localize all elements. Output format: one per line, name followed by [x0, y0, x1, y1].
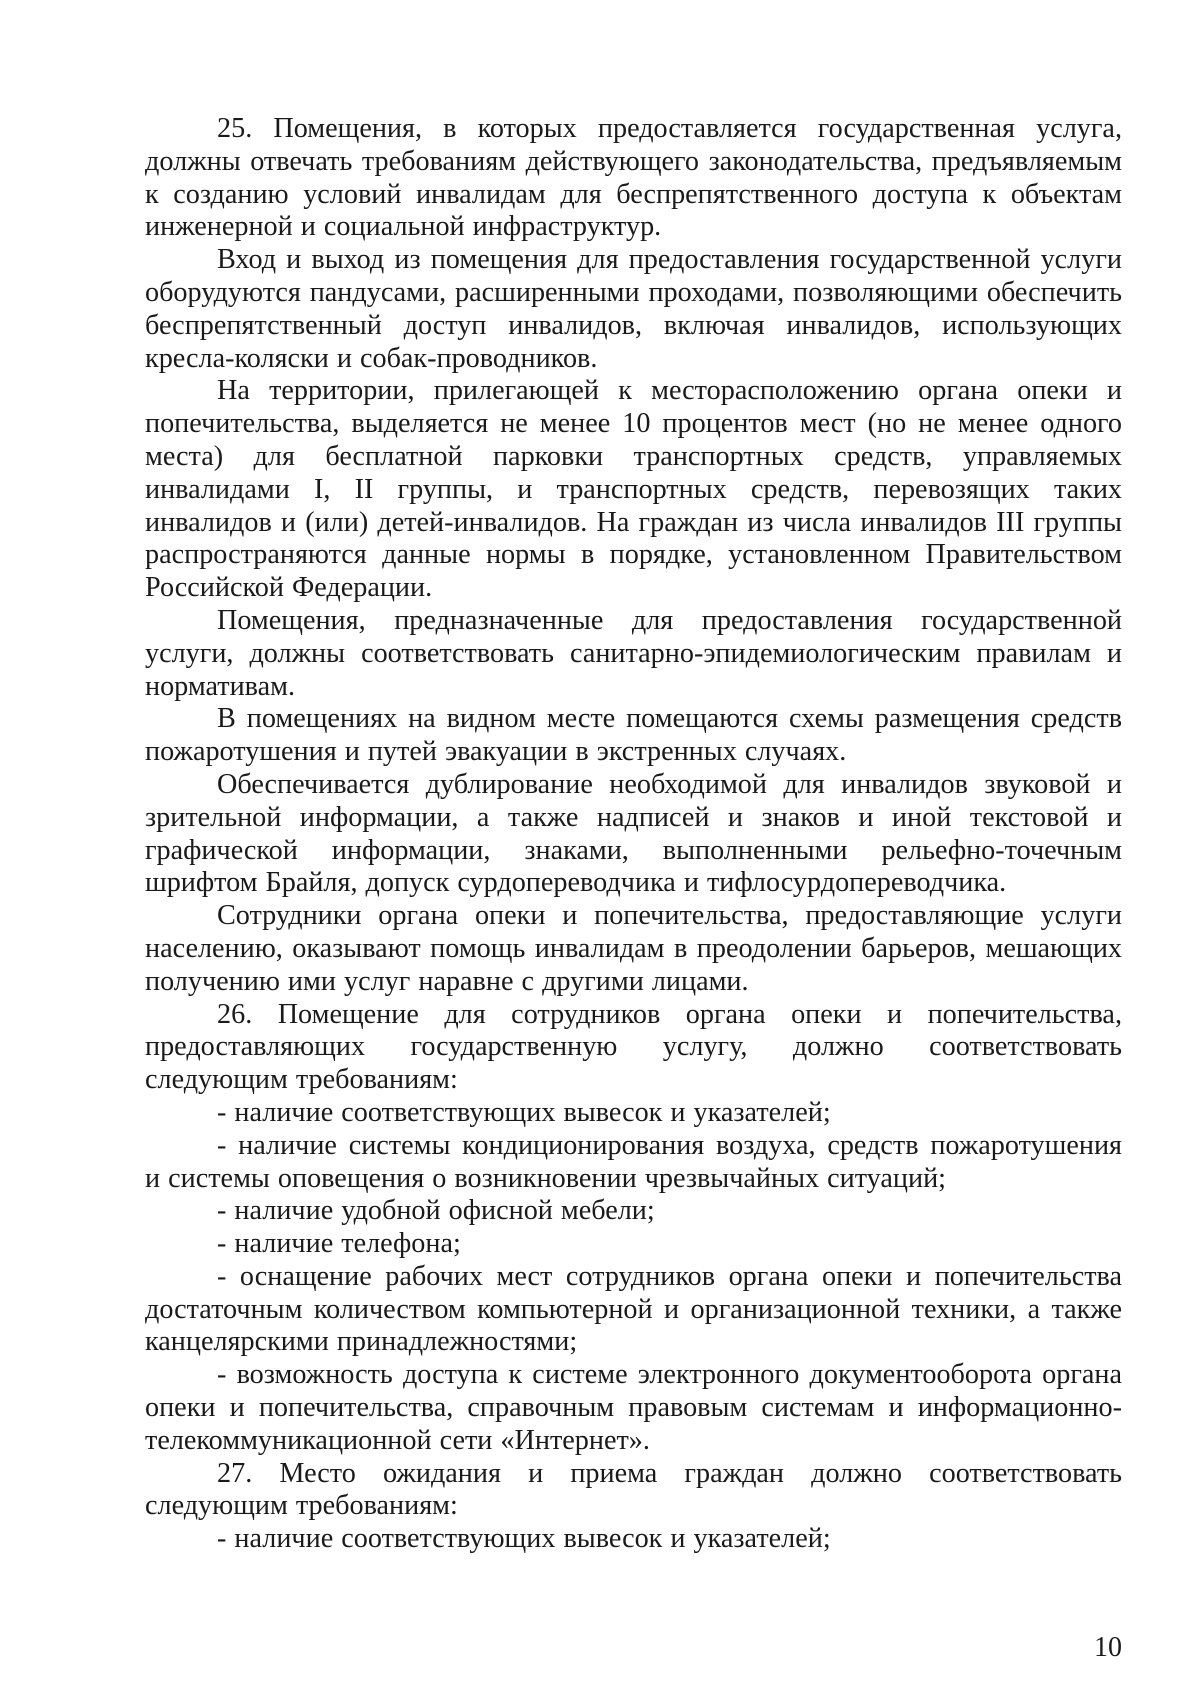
list-item-air-conditioning: - наличие системы кондиционирования воздуха, средств пожаротушения и системы оповещения о возникновении чрезвычайных ситуаций; [145, 1129, 1122, 1194]
paragraph-sanitary-rules: Помещения, предназначенные для предоставления государственной услуги, должны соответствовать санитарно-эпидемиологическим правилам и нормативам. [145, 604, 1122, 702]
paragraph-26-staff-premises: 26. Помещение для сотрудников органа опеки и попечительства, предоставляющих государственную услугу, должно соответствовать следующим требованиям: [145, 998, 1122, 1096]
paragraph-staff-assistance: Сотрудники органа опеки и попечительства, предоставляющие услуги населению, оказывают помощь инвалидам в преодолении барьеров, мешающих получению ими услуг наравне с другими лицами. [145, 900, 1122, 997]
list-item-office-furniture: - наличие удобной офисной мебели; [217, 1195, 655, 1227]
paragraph-entrance-exit: Вход и выход из помещения для предоставления государственной услуги оборудуются пандусами, расширенными проходами, позволяющими обеспечить беспрепятственный доступ инвалидов, включая инвалидов, использующих кресла-коляски и собак-проводников. [145, 244, 1122, 374]
list-item-signs: - наличие соответствующих вывесок и указателей; [217, 1096, 831, 1128]
paragraph-25-accessibility: 25. Помещения, в которых предоставляется государственная услуга, должны отвечать требованиям действующего законодательства, предъявляемым к созданию условий инвалидам для беспрепятственного доступа к объектам инженерной и социальной инфраструктур. [145, 113, 1122, 243]
paragraph-27-waiting-area: 27. Место ожидания и приема граждан должно соответствовать следующим требованиям: [145, 1457, 1122, 1522]
list-item-workplace-equipment: - оснащение рабочих мест сотрудников органа опеки и попечительства достаточным количеством компьютерной и организационной техники, а также канцелярскими принадлежностями; [145, 1260, 1122, 1358]
paragraph-parking: На территории, прилегающей к месторасположению органа опеки и попечительства, выделяется не менее 10 процентов мест (но не менее одного места) для бесплатной парковки транспортных средств, управляемых инвалидами I, II группы, и транспортных средств, перевозящих таких инвалидов и (или) детей-инвалидов. На граждан из числа инвалидов III группы распространяются данные нормы в порядке, установленном Правительством Российской Федерации. [145, 375, 1122, 604]
page-number: 10 [1094, 1632, 1122, 1663]
list-item-waiting-area-signs: - наличие соответствующих вывесок и указателей; [217, 1523, 831, 1555]
paragraph-evacuation-schemes: В помещениях на видном месте помещаются схемы размещения средств пожаротушения и путей эвакуации в экстренных случаях. [145, 703, 1122, 768]
list-item-document-system-access: - возможность доступа к системе электронного документооборота органа опеки и попечительства, справочным правовым системам и информационно-телекоммуникационной сети «Интернет». [145, 1359, 1122, 1456]
document-body [145, 113, 1122, 1556]
paragraph-braille-information: Обеспечивается дублирование необходимой для инвалидов звуковой и зрительной информации, а также надписей и знаков и иной текстовой и графической информации, знаками, выполненными рельефно-точечным шрифтом Брайля, допуск сурдопереводчика и тифлосурдопереводчика. [145, 768, 1122, 899]
list-item-telephone: - наличие телефона; [217, 1228, 461, 1260]
